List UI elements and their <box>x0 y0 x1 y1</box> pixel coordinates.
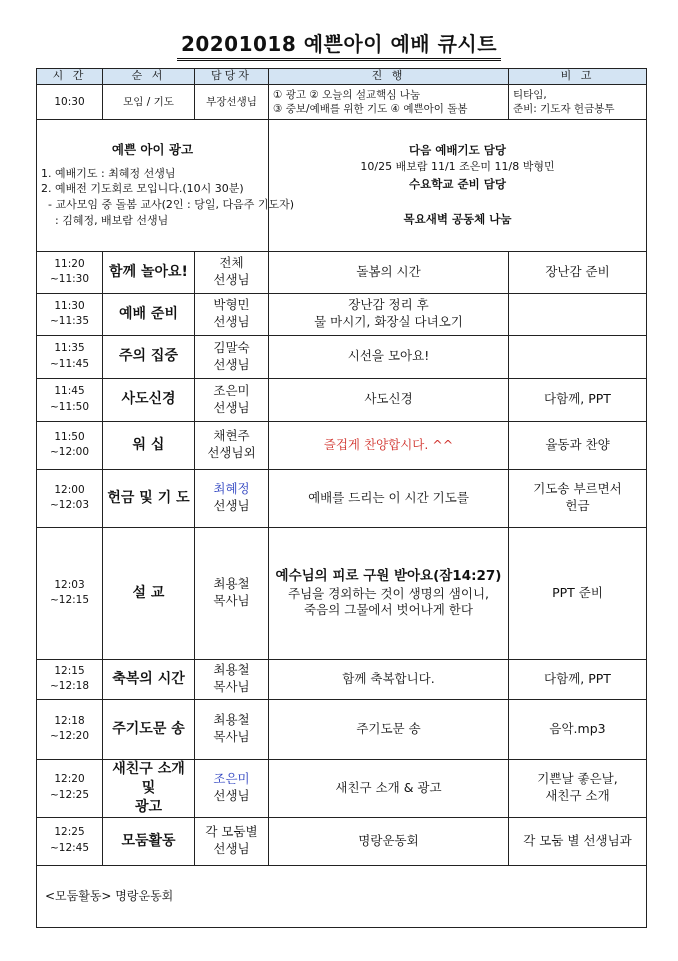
note-cell: 장난감 준비 <box>509 251 647 293</box>
note-cell: PPT 준비 <box>509 527 647 659</box>
progress-cell: ① 광고 ② 오늘의 설교핵심 나눔 ③ 중보/예배를 위한 기도 ④ 예쁜아이 돌봄 <box>269 84 509 119</box>
program-cell: 설 교 <box>103 527 195 659</box>
footer-note: <모둠활동> 명랑운동회 <box>37 865 647 927</box>
person-cell: 최혜정 선생님 <box>195 469 269 527</box>
table-row <box>37 251 647 293</box>
header-time: 시 간 <box>37 69 103 85</box>
time-cell: 11:50 ~12:00 <box>37 421 103 469</box>
program-cell: 예배 준비 <box>103 293 195 335</box>
school-title: 수요학교 준비 담당 <box>409 176 506 191</box>
announcement-row <box>37 119 647 251</box>
table-row <box>37 293 647 335</box>
time-cell: 11:45 ~11:50 <box>37 378 103 421</box>
person-cell: 김말숙 선생님 <box>195 335 269 378</box>
progress-cell: 새친구 소개 & 광고 <box>269 759 509 817</box>
program-cell: 함께 놀아요! <box>103 251 195 293</box>
program-cell: 워 십 <box>103 421 195 469</box>
header-progress: 진 행 <box>269 69 509 85</box>
table-row <box>37 335 647 378</box>
person-cell: 각 모둠별 선생님 <box>195 817 269 865</box>
time-cell: 12:00 ~12:03 <box>37 469 103 527</box>
note-cell: 다함께, PPT <box>509 378 647 421</box>
progress-cell: 시선을 모아요! <box>269 335 509 378</box>
time-cell: 11:30 ~11:35 <box>37 293 103 335</box>
announcement-line: : 김혜정, 배보람 선생님 <box>41 214 169 228</box>
cue-sheet-table <box>36 68 647 928</box>
next-schedule-cell <box>269 119 647 251</box>
time-cell: 10:30 <box>37 84 103 119</box>
program-cell: 주의 집중 <box>103 335 195 378</box>
time-cell: 12:20 ~12:25 <box>37 759 103 817</box>
note-cell <box>509 293 647 335</box>
announcement-cell <box>37 119 294 251</box>
table-row <box>37 421 647 469</box>
person-cell: 전체 선생님 <box>195 251 269 293</box>
time-cell: 12:18 ~12:20 <box>37 699 103 759</box>
header-person: 담당자 <box>195 69 269 85</box>
table-row <box>37 84 647 119</box>
program-cell: 새친구 소개 및 광고 <box>103 759 195 817</box>
table-row <box>37 378 647 421</box>
note-cell: 티타임, 준비: 기도자 헌금봉투 <box>509 84 647 119</box>
progress-cell: 명랑운동회 <box>269 817 509 865</box>
page-title: 20201018 예쁜아이 예배 큐시트 <box>0 28 678 57</box>
header-note: 비 고 <box>509 69 647 85</box>
note-cell: 다함께, PPT <box>509 659 647 699</box>
next-prayer-title: 다음 예배기도 담당 <box>409 143 506 158</box>
announcement-line: - 교사모임 중 돌봄 교사(2인 : 당일, 다음주 기도자) <box>41 198 294 212</box>
sermon-title: 예수님의 피로 구원 받아요(잠14:27) <box>275 568 502 585</box>
progress-cell: 예배를 드리는 이 시간 기도를 <box>269 469 509 527</box>
person-cell: 최용철 목사님 <box>195 527 269 659</box>
header-row <box>37 69 647 85</box>
table-row <box>37 817 647 865</box>
person-cell: 채현주 선생님외 <box>195 421 269 469</box>
header-order: 순 서 <box>103 69 195 85</box>
person-cell: 최용철 목사님 <box>195 659 269 699</box>
person-cell: 조은미 선생님 <box>195 378 269 421</box>
person-cell: 최용철 목사님 <box>195 699 269 759</box>
note-cell: 기도송 부르면서 헌금 <box>509 469 647 527</box>
note-cell <box>509 335 647 378</box>
program-cell: 모둠활동 <box>103 817 195 865</box>
program-cell: 축복의 시간 <box>103 659 195 699</box>
progress-cell: 돌봄의 시간 <box>269 251 509 293</box>
note-cell: 각 모둠 별 선생님과 <box>509 817 647 865</box>
person-cell: 부장선생님 <box>195 84 269 119</box>
person-cell: 박형민 선생님 <box>195 293 269 335</box>
footer-row <box>37 865 647 927</box>
time-cell: 11:20 ~11:30 <box>37 251 103 293</box>
program-cell: 헌금 및 기 도 <box>103 469 195 527</box>
dawn-title: 목요새벽 공동체 나눔 <box>403 212 512 227</box>
time-cell: 12:25 ~12:45 <box>37 817 103 865</box>
note-cell: 기쁜날 좋은날, 새친구 소개 <box>509 759 647 817</box>
announcement-title: 예쁜 아이 광고 <box>111 142 194 158</box>
note-cell: 율동과 찬양 <box>509 421 647 469</box>
time-cell: 12:03 ~12:15 <box>37 527 103 659</box>
program-cell: 주기도문 송 <box>103 699 195 759</box>
next-prayer-schedule: 10/25 배보람 11/1 조은미 11/8 박형민 <box>360 160 555 174</box>
progress-cell: 즐겁게 찬양합시다. ^^ <box>269 421 509 469</box>
progress-cell: 주기도문 송 <box>269 699 509 759</box>
progress-cell: 장난감 정리 후 물 마시기, 화장실 다녀오기 <box>269 293 509 335</box>
table-row <box>37 659 647 699</box>
order-cell: 모임 / 기도 <box>103 84 195 119</box>
announcement-line: 2. 예배전 기도회로 모입니다.(10시 30분) <box>41 182 244 196</box>
time-cell: 12:15 ~12:18 <box>37 659 103 699</box>
table-row <box>37 527 647 659</box>
note-cell: 음악.mp3 <box>509 699 647 759</box>
progress-cell: 예수님의 피로 구원 받아요(잠14:27) 주님을 경외하는 것이 생명의 샘이니, 죽음의 그물에서 벗어나게 한다 <box>269 527 509 659</box>
program-cell: 사도신경 <box>103 378 195 421</box>
table-row <box>37 469 647 527</box>
table-row <box>37 759 647 817</box>
progress-cell: 함께 축복합니다. <box>269 659 509 699</box>
table-row <box>37 699 647 759</box>
announcement-line: 1. 예배기도 : 최혜정 선생님 <box>41 166 176 180</box>
person-cell: 조은미 선생님 <box>195 759 269 817</box>
progress-cell: 사도신경 <box>269 378 509 421</box>
time-cell: 11:35 ~11:45 <box>37 335 103 378</box>
